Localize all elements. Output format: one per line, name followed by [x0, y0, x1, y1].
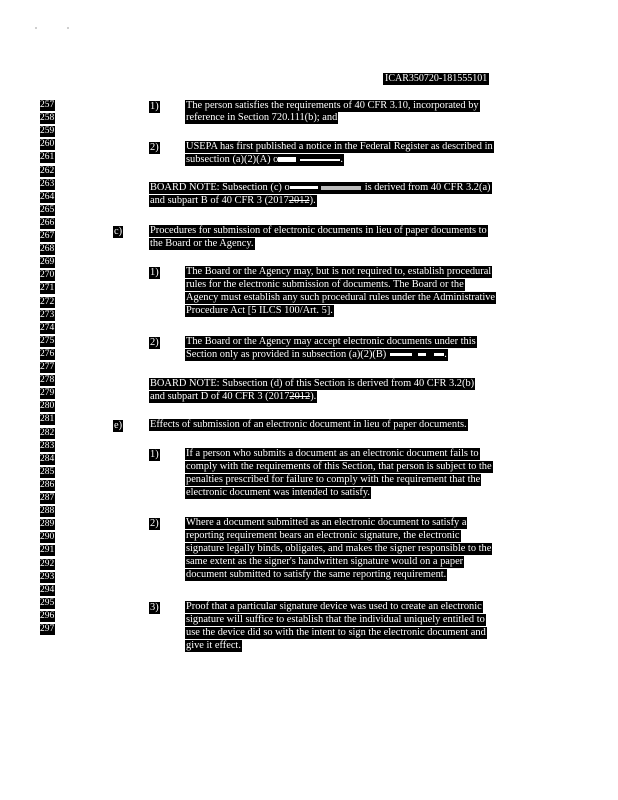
line-number: 267 [40, 231, 55, 241]
line-number: 266 [40, 218, 55, 228]
line-number: 295 [40, 598, 55, 608]
line-number: 284 [40, 454, 55, 464]
line-number: 280 [40, 401, 55, 411]
line-number: 270 [40, 270, 55, 280]
paragraph-line: Agency must establish any such procedural rules under the Administrative [186, 292, 496, 303]
section-marker: c) [114, 226, 123, 237]
board-note-line [149, 391, 317, 403]
text-run: is derived from 40 CFR 3.2(a) [364, 182, 491, 193]
text-run: ). [309, 195, 316, 206]
line-number: 288 [40, 506, 55, 516]
paragraph-line: same extent as the signer's handwritten signature would on a paper [186, 556, 464, 567]
line-number: 271 [40, 283, 55, 293]
redaction-mark [300, 159, 340, 161]
paragraph-line: signature legally binds, obligates, and makes the signer responsible to the [186, 543, 492, 554]
paragraph-line: The Board or the Agency may accept electronic documents under this [186, 336, 476, 347]
line-number: 258 [40, 113, 55, 123]
line-number: 259 [40, 126, 55, 136]
line-number: 257 [40, 100, 55, 110]
paragraph-line: Effects of submission of an electronic document in lieu of paper documents. [150, 419, 467, 430]
paragraph-line: subsection (a)(2)(A) o . [186, 154, 343, 165]
deleted-year: 2012 [288, 195, 310, 206]
line-number: 285 [40, 467, 55, 477]
paragraph-line: USEPA has first published a notice in the Federal Register as described in [186, 141, 493, 152]
line-number: 265 [40, 205, 55, 215]
item-marker: 1) [150, 267, 159, 278]
line-number: 275 [40, 336, 55, 346]
paragraph-line: penalties prescribed for failure to comply with the requirement that the [186, 474, 481, 485]
text-run: Section only as provided in subsection (a)(2)(B) [186, 349, 387, 360]
text-run: and subpart D of 40 CFR 3 (2017 [150, 391, 290, 402]
line-number: 290 [40, 532, 55, 542]
item-marker: 1) [150, 101, 159, 112]
paragraph-line: rules for the electronic submission of documents. The Board or the [186, 279, 464, 290]
item-marker: 2) [150, 142, 159, 153]
line-number: 292 [40, 559, 55, 569]
deleted-year: 2012 [289, 391, 311, 402]
line-number: 262 [40, 166, 55, 176]
line-number: 282 [40, 428, 55, 438]
line-number: 283 [40, 441, 55, 451]
line-number: 291 [40, 545, 55, 555]
redaction-mark [390, 353, 412, 356]
text-run: and subpart B of 40 CFR 3 (2017 [150, 195, 289, 206]
paragraph-line: comply with the requirements of this Section, that person is subject to the [186, 461, 492, 472]
paragraph-line: reporting requirement bears an electronic signature, the electronic [186, 530, 460, 541]
line-number: 278 [40, 375, 55, 385]
redaction-mark [278, 157, 296, 162]
line-number: 274 [40, 323, 55, 333]
board-note-line: BOARD NOTE: Subsection (d) of this Section is derived from 40 CFR 3.2(b) [150, 378, 475, 389]
line-number: 263 [40, 179, 55, 189]
item-marker: 2) [150, 337, 159, 348]
line-number: 296 [40, 611, 55, 621]
text-run: BOARD NOTE: Subsection (c) o [150, 182, 290, 193]
text-run: ). [310, 391, 317, 402]
paragraph-line: the Board or the Agency. [150, 238, 254, 249]
line-number: 289 [40, 519, 55, 529]
scan-speck [67, 27, 69, 29]
line-number: 287 [40, 493, 55, 503]
line-number: 264 [40, 192, 55, 202]
paragraph-line: give it effect. [186, 640, 241, 651]
item-marker: 3) [150, 602, 159, 613]
line-number: 272 [40, 297, 55, 307]
line-number: 269 [40, 257, 55, 267]
line-number: 273 [40, 310, 55, 320]
paragraph-line: use the device did so with the intent to sign the electronic document and [186, 627, 486, 638]
line-number: 276 [40, 349, 55, 359]
paragraph-line: The Board or the Agency may, but is not required to, establish procedural [186, 266, 492, 277]
paragraph-line: Procedures for submission of electronic documents in lieu of paper documents to [150, 225, 487, 236]
paragraph-line: signature will suffice to establish that the individual uniquely entitled to [186, 614, 485, 625]
paragraph-line: Section only as provided in subsection (a)(2)(B) . [186, 349, 447, 360]
item-marker: 2) [150, 518, 159, 529]
paragraph-line: The person satisfies the requirements of 40 CFR 3.10, incorporated by [186, 100, 479, 111]
redaction-mark [321, 186, 361, 190]
line-number: 294 [40, 585, 55, 595]
redaction-mark [434, 353, 444, 356]
scan-speck [35, 27, 37, 29]
line-number: 261 [40, 152, 55, 162]
paragraph-line: Proof that a particular signature device was used to create an electronic [186, 601, 482, 612]
line-number: 281 [40, 414, 55, 424]
line-number: 293 [40, 572, 55, 582]
paragraph-line: reference in Section 720.111(b); and [186, 112, 338, 123]
board-note-line [149, 182, 492, 194]
board-note-line [149, 195, 317, 207]
redaction-mark [290, 186, 318, 189]
paragraph-line: Procedure Act [5 ILCS 100/Art. 5]. [186, 305, 333, 316]
paragraph-line: If a person who submits a document as an electronic document fails to [186, 448, 479, 459]
line-number: 268 [40, 244, 55, 254]
line-number: 286 [40, 480, 55, 490]
item-marker: 1) [150, 449, 159, 460]
line-number: 260 [40, 139, 55, 149]
text-run: subsection (a)(2)(A) o [186, 154, 279, 165]
section-marker: e) [114, 420, 123, 431]
paragraph-line: Where a document submitted as an electronic document to satisfy a [186, 517, 467, 528]
paragraph-line: document submitted to satisfy the same reporting requirement. [186, 569, 447, 580]
document-code-header: ICAR350720-181555101 [385, 73, 488, 84]
paragraph-line: electronic document was intended to satisfy. [186, 487, 370, 498]
line-number: 297 [40, 624, 55, 634]
line-number: 277 [40, 362, 55, 372]
line-number: 279 [40, 388, 55, 398]
redaction-mark [418, 353, 426, 356]
